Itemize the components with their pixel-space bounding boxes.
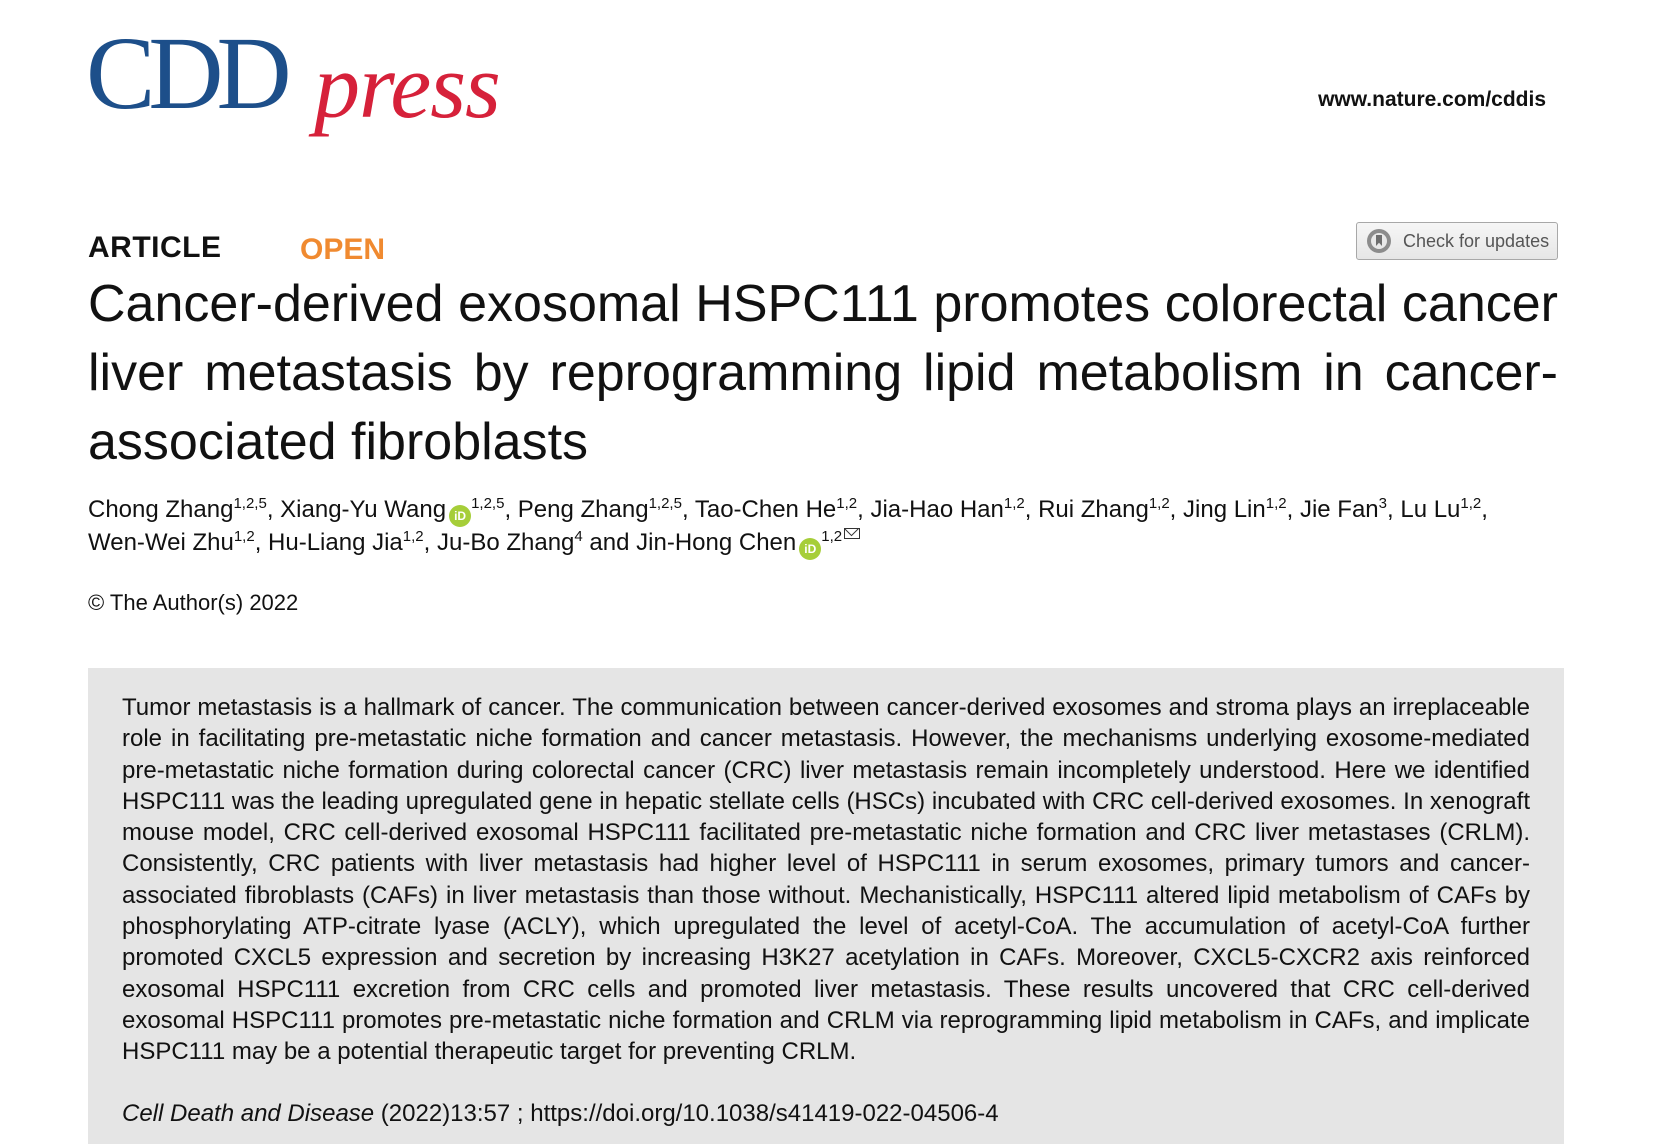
citation-line [122,1100,999,1128]
author-name[interactable]: Wen-Wei Zhu [88,529,234,556]
author-separator: , [504,496,518,523]
author-separator: , [423,529,437,556]
journal-url-link[interactable]: www.nature.com/cddis [1318,88,1546,111]
author-affiliation: 1,2 [1460,495,1482,512]
author-item[interactable] [1400,496,1481,523]
orcid-icon[interactable]: iD [449,505,471,527]
author-name[interactable]: Tao-Chen He [694,496,837,523]
author-name[interactable]: Rui Zhang [1038,496,1149,523]
author-separator: and [582,529,637,556]
open-access-label: OPEN [300,233,386,266]
author-affiliation: 1,2,5 [648,495,682,512]
author-name[interactable]: Ju-Bo Zhang [436,529,575,556]
copyright-notice: © The Author(s) 2022 [88,590,299,615]
author-name[interactable]: Jin-Hong Chen [636,529,797,556]
author-name[interactable]: Jing Lin [1183,496,1266,523]
author-separator: , [266,496,281,523]
author-affiliation: 1,2 [402,528,424,545]
author-separator: , [1481,496,1488,523]
author-item[interactable] [1183,496,1287,523]
author-affiliation: 1,2 [1003,495,1025,512]
author-item[interactable] [280,496,504,523]
cdd-press-logo[interactable] [86,16,506,140]
author-item[interactable] [695,496,857,523]
author-item[interactable] [636,529,860,556]
author-item[interactable] [268,529,424,556]
author-affiliation: 1,2 [821,528,843,545]
author-separator: , [681,496,695,523]
author-affiliation: 1,2,5 [471,495,505,512]
author-affiliation: 1,2,5 [233,495,267,512]
author-item[interactable] [518,496,682,523]
author-separator: , [254,529,269,556]
author-item[interactable] [870,496,1024,523]
author-item[interactable] [88,529,255,556]
author-list [88,494,1558,560]
email-envelope-icon[interactable] [844,528,860,539]
author-name[interactable]: Hu-Liang Jia [268,529,403,556]
author-item[interactable] [1300,496,1387,523]
abstract-box [88,668,1564,1144]
citation-volume: (2022)13:57 ; [374,1100,531,1127]
author-item[interactable] [437,529,583,556]
check-for-updates-button[interactable] [1356,222,1558,260]
author-affiliation: 4 [574,528,583,545]
author-separator: , [1387,496,1401,523]
doi-link[interactable]: https://doi.org/10.1038/s41419-022-04506-4 [530,1100,999,1127]
bookmark-icon [1367,229,1391,253]
citation-journal: Cell Death and Disease [122,1100,375,1127]
author-separator: , [1286,496,1300,523]
author-name[interactable]: Lu Lu [1400,496,1461,523]
abstract-text: Tumor metastasis is a hallmark of cancer. The communication between cancer-derived exosomes and stroma plays an irreplaceable role in facilitating pre-metastatic niche formation and cancer metastasis. However, the mechanisms underlying exosome-mediated pre-metastatic niche formation during colorectal cancer (CRC) liver metastasis remain incompletely understood. Here we identified HSPC111 was the leading upregulated gene in hepatic stellate cells (HSCs) incubated with CRC cell-derived exosomes. In xenograft mouse model, CRC cell-derived exosomal HSPC111 facilitated pre-metastatic niche formation and CRC liver metastases (CRLM). Consistently, CRC patients with liver metastasis had higher level of HSPC111 in serum exosomes, primary tumors and cancer-associated fibroblasts (CAFs) in liver metastasis than those without. Mechanistically, HSPC111 altered lipid metabolism of CAFs by phosphorylating ATP-citrate lyase (ACLY), which upregulated the level of acetyl-CoA. The accumulation of acetyl-CoA further promoted CXCL5 expression and secretion by increasing H3K27 acetylation in CAFs. Moreover, CXCL5-CXCR2 axis reinforced exosomal HSPC111 excretion from CRC cells and promoted liver metastasis. These results uncovered that CRC cell-derived exosomal HSPC111 promotes pre-metastatic niche formation and CRLM via reprogramming lipid metabolism in CAFs, and implicate HSPC111 may be a potential therapeutic target for preventing CRLM. [122,694,1530,1066]
author-separator: , [1169,496,1184,523]
author-name[interactable]: Xiang-Yu Wang [280,496,447,523]
author-affiliation: 3 [1378,495,1387,512]
author-name[interactable]: Peng Zhang [517,496,649,523]
check-for-updates-label: Check for updates [1403,230,1550,251]
logo-cdd-text: CDD [86,16,285,131]
author-affiliation: 1,2 [1148,495,1170,512]
author-item[interactable] [88,496,267,523]
author-separator: , [857,496,871,523]
author-item[interactable] [1038,496,1170,523]
author-name[interactable]: Jie Fan [1299,496,1379,523]
author-separator: , [1024,496,1039,523]
author-name[interactable]: Chong Zhang [88,496,234,523]
author-affiliation: 1,2 [1265,495,1287,512]
article-title: Cancer-derived exosomal HSPC111 promotes colorectal cancer liver metastasis by reprogramming lipid metabolism in cancer-associated fibroblasts [88,275,1558,471]
orcid-icon[interactable]: iD [799,538,821,560]
author-affiliation: 1,2 [233,528,255,545]
logo-press-text: press [314,35,500,137]
article-type-label: ARTICLE [88,231,222,264]
author-name[interactable]: Jia-Hao Han [870,496,1004,523]
author-affiliation: 1,2 [836,495,858,512]
